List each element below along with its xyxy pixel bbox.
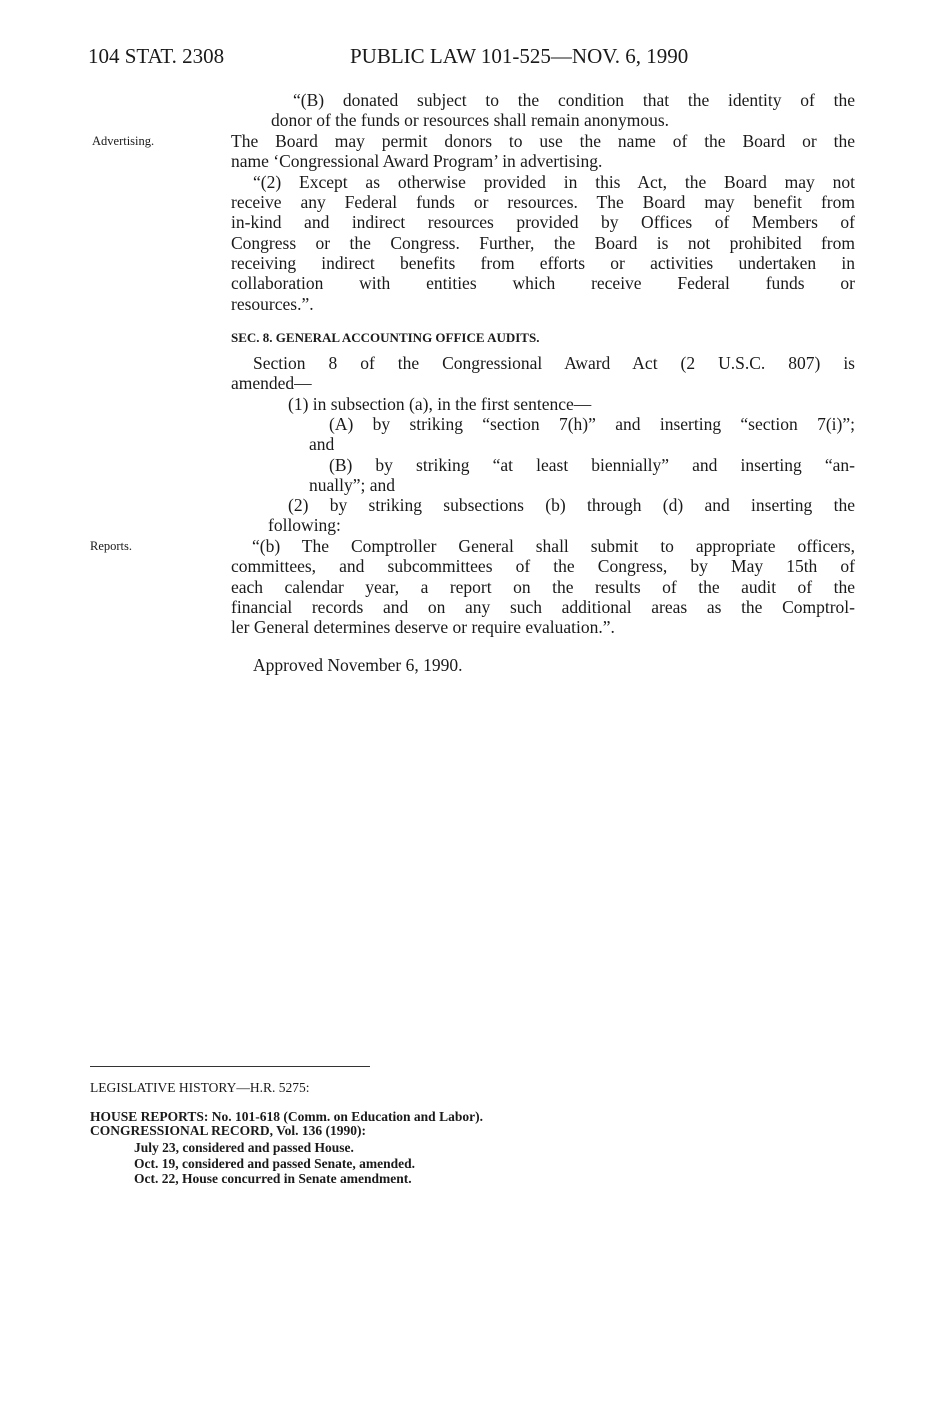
history-entry: July 23, considered and passed House. [134, 1140, 354, 1155]
margin-note-advertising: Advertising. [92, 134, 155, 148]
text-line: name ‘Congressional Award Program’ in advertising. [231, 151, 603, 171]
footnote-divider [90, 1066, 370, 1067]
margin-note-reports: Reports. [90, 539, 133, 553]
text-line: each calendar year, a report on the results of the audit of the [231, 577, 855, 597]
approval-date: Approved November 6, 1990. [253, 655, 463, 675]
text-line: “(b) The Comptroller General shall submit to appropriate officers, [252, 536, 855, 556]
section-heading: SEC. 8. GENERAL ACCOUNTING OFFICE AUDITS. [231, 330, 540, 345]
text-line: Section 8 of the Congressional Award Act (2 U.S.C. 807) is [253, 353, 855, 373]
history-entry: Oct. 19, considered and passed Senate, amended. [134, 1156, 416, 1171]
legislative-history-title: LEGISLATIVE HISTORY—H.R. 5275: [90, 1080, 310, 1095]
text-line: (2) by striking subsections (b) through (d) and inserting the [288, 495, 855, 515]
text-line: collaboration with entities which receive Federal funds or [231, 273, 855, 293]
text-line: resources.”. [231, 294, 314, 314]
text-line: donor of the funds or resources shall remain anonymous. [271, 110, 670, 130]
text-line: following: [268, 515, 341, 535]
text-line: and [309, 434, 335, 454]
text-line: Congress or the Congress. Further, the Board is not prohibited from [231, 233, 855, 253]
house-reports-line: HOUSE REPORTS: No. 101-618 (Comm. on Education and Labor). [90, 1109, 483, 1124]
congressional-record-line: CONGRESSIONAL RECORD, Vol. 136 (1990): [90, 1123, 367, 1138]
text-line: “(B) donated subject to the condition that the identity of the [293, 90, 855, 110]
text-line: The Board may permit donors to use the name of the Board or the [231, 131, 855, 151]
text-line: ler General determines deserve or require evaluation.”. [231, 617, 615, 637]
text-line: “(2) Except as otherwise provided in this Act, the Board may not [253, 172, 855, 192]
text-line: (A) by striking “section 7(h)” and inserting “section 7(i)”; [329, 414, 855, 434]
page-header-law: PUBLIC LAW 101-525—NOV. 6, 1990 [350, 44, 689, 68]
text-line: financial records and on any such additional areas as the Comptrol- [231, 597, 855, 617]
text-line: committees, and subcommittees of the Congress, by May 15th of [231, 556, 855, 576]
text-line: in-kind and indirect resources provided by Offices of Members of [231, 212, 855, 232]
text-line: receive any Federal funds or resources. The Board may benefit from [231, 192, 855, 212]
history-entry: Oct. 22, House concurred in Senate amendment. [134, 1171, 412, 1186]
text-line: (B) by striking “at least biennially” and inserting “an- [329, 455, 855, 475]
text-line: (1) in subsection (a), in the first sentence— [288, 394, 592, 414]
text-line: receiving indirect benefits from efforts or activities undertaken in [231, 253, 855, 273]
text-line: amended— [231, 373, 312, 393]
text-line: nually”; and [309, 475, 396, 495]
page-stat-number: 104 STAT. 2308 [88, 44, 225, 68]
